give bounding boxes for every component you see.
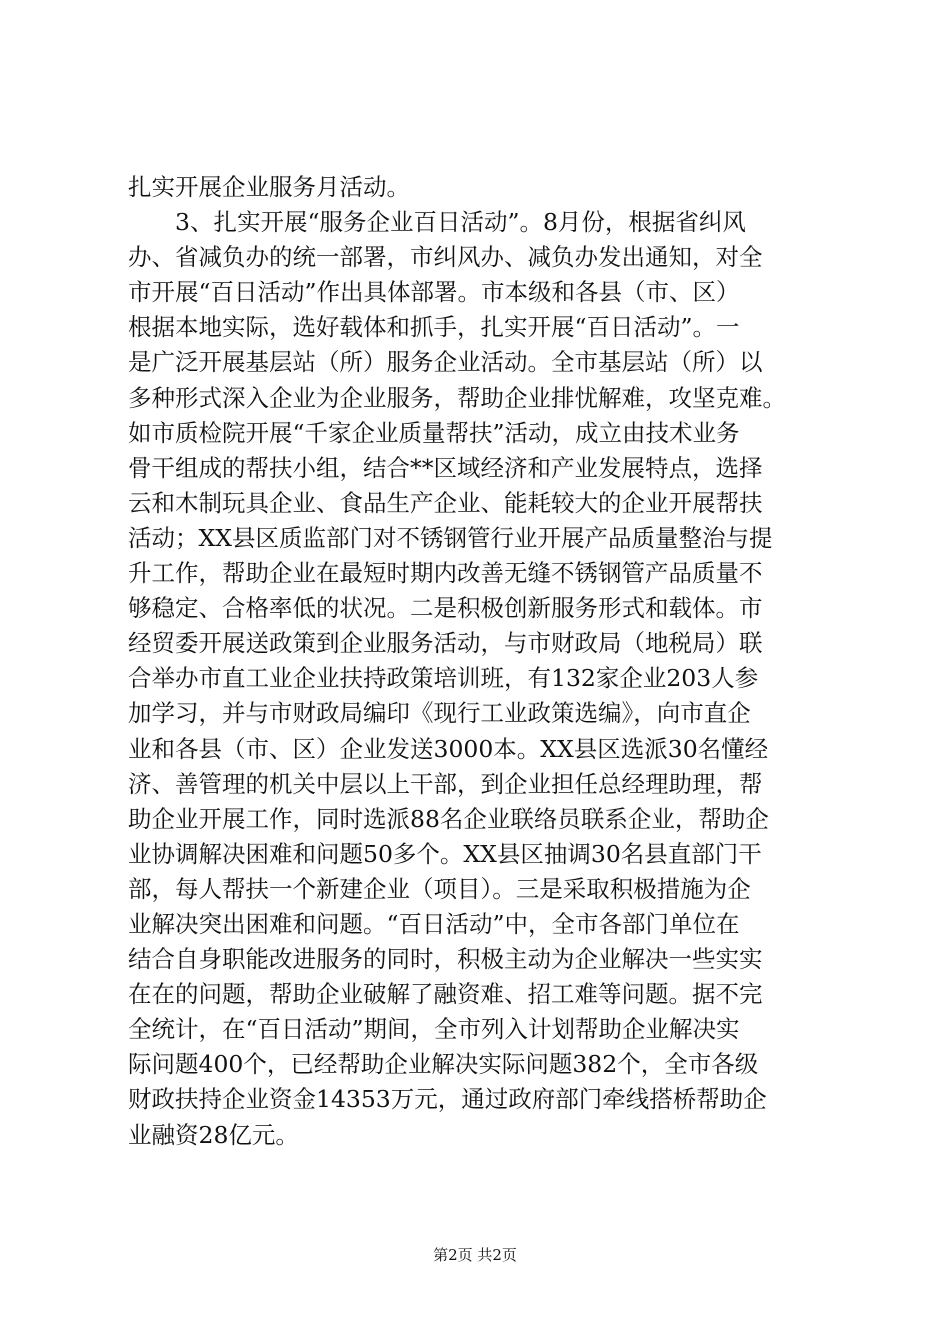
text-line: 云和木制玩具企业、食品生产企业、能耗较大的企业开展帮扶 xyxy=(128,488,763,517)
text-line: 骨干组成的帮扶小组，结合**区域经济和产业发展特点，选择 xyxy=(128,453,763,482)
text-line: 经贸委开展送政策到企业服务活动，与市财政局（地税局）联 xyxy=(128,629,763,658)
text-line: 扎实开展企业服务月活动。 xyxy=(128,173,410,201)
text-line: 升工作，帮助企业在最短时期内改善无缝不锈钢管产品质量不 xyxy=(128,559,763,588)
body-text xyxy=(128,170,832,1153)
text-line: 办、省减负办的统一部署，市纠风办、减负办发出通知，对全 xyxy=(128,243,763,272)
text-line: 业融资28亿元。 xyxy=(128,1120,299,1149)
text-line: 加学习，并与市财政局编印《现行工业政策选编》，向市直企 xyxy=(128,699,751,728)
text-line: 助企业开展工作，同时选派88名企业联络员联系企业，帮助企 xyxy=(128,804,769,833)
text-line: 在在的问题，帮助企业破解了融资难、招工难等问题。据不完 xyxy=(128,980,763,1009)
text-line: 业解决突出困难和问题。“百日活动”中，全市各部门单位在 xyxy=(128,909,740,938)
text-line: 际问题400个，已经帮助企业解决实际问题382个，全市各级 xyxy=(128,1050,759,1079)
text-line: 业和各县（市、区）企业发送3000本。XX县区选派30名懂经 xyxy=(128,734,769,763)
text-line: 业协调解决困难和问题50多个。XX县区抽调30名县直部门干 xyxy=(128,839,762,868)
text-line: 3、扎实开展“服务企业百日活动”。8月份，根据省纠风 xyxy=(128,208,746,237)
page-number: 第2页 共2页 xyxy=(433,1246,517,1264)
text-line: 根据本地实际，选好载体和抓手，扎实开展“百日活动”。一 xyxy=(128,313,740,342)
text-line: 市开展“百日活动”作出具体部署。市本级和各县（市、区） xyxy=(128,278,740,307)
text-line: 多种形式深入企业为企业服务，帮助企业排忧解难，攻坚克难。 xyxy=(128,383,786,412)
text-line: 结合自身职能改进服务的同时，积极主动为企业解决一些实实 xyxy=(128,945,763,974)
text-line: 济、善管理的机关中层以上干部，到企业担任总经理助理，帮 xyxy=(128,769,763,798)
text-line: 部，每人帮扶一个新建企业（项目）。三是采取积极措施为企 xyxy=(128,874,751,903)
text-line: 合举办市直工业企业扶持政策培训班，有132家企业203人参 xyxy=(128,664,759,693)
text-line: 财政扶持企业资金14353万元，通过政府部门牵线搭桥帮助企 xyxy=(128,1085,767,1114)
text-line: 够稳定、合格率低的状况。二是积极创新服务形式和载体。市 xyxy=(128,594,763,623)
text-line: 全统计，在“百日活动”期间，全市列入计划帮助企业解决实 xyxy=(128,1015,740,1044)
text-line: 活动；XX县区质监部门对不锈钢管行业开展产品质量整治与提 xyxy=(128,523,773,552)
text-line: 是广泛开展基层站（所）服务企业活动。全市基层站（所）以 xyxy=(128,348,763,377)
text-line: 如市质检院开展“千家企业质量帮扶”活动，成立由技术业务 xyxy=(128,418,740,447)
